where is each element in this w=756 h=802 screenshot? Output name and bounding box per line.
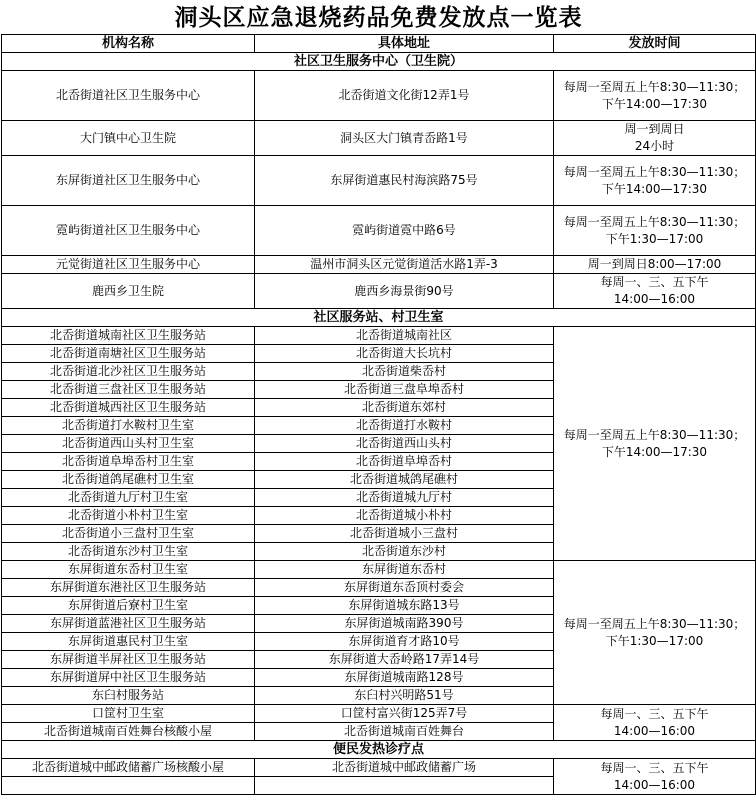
address: 口筐村富兴街125弄7号: [255, 705, 554, 723]
distribution-time-clinic-group: 每周一、三、五下午 14:00—16:00: [554, 759, 756, 795]
address: 北岙街道城小朴村: [255, 507, 554, 525]
institution-name: 东屏街道社区卫生服务中心: [2, 156, 255, 206]
institution-name: [2, 777, 255, 795]
institution-name: 北岙街道三盘社区卫生服务站: [2, 381, 255, 399]
address: 北岙街道城中邮政储蓄广场: [255, 759, 554, 777]
section-header-village-clinics: 社区服务站、村卫生室: [2, 309, 756, 327]
address: 北岙街道东郊村: [255, 399, 554, 417]
table-row: [2, 121, 756, 156]
address: 北岙街道城南百姓舞台: [255, 723, 554, 741]
institution-name: 东屏街道惠民村卫生室: [2, 633, 255, 651]
institution-name: 北岙街道小朴村卫生室: [2, 507, 255, 525]
institution-name: 元觉街道社区卫生服务中心: [2, 256, 255, 274]
header-address: 具体地址: [255, 35, 554, 53]
institution-name: 东屏街道东岙村卫生室: [2, 561, 255, 579]
institution-name: 北岙街道小三盘村卫生室: [2, 525, 255, 543]
address: 东屏街道城东路13号: [255, 597, 554, 615]
table-title: 洞头区应急退烧药品免费发放点一览表: [174, 3, 583, 31]
institution-name: 北岙街道鸽尾礁村卫生室: [2, 471, 255, 489]
address: 北岙街道文化街12弄1号: [255, 71, 554, 121]
table-row: [2, 256, 756, 274]
institution-name: 东屏街道屏中社区卫生服务站: [2, 669, 255, 687]
address: 东屏街道育才路10号: [255, 633, 554, 651]
institution-name: 北岙街道城中邮政储蓄广场核酸小屋: [2, 759, 255, 777]
table-row: [2, 206, 756, 256]
header-time: 发放时间: [554, 35, 756, 53]
address: 洞头区大门镇青岙路1号: [255, 121, 554, 156]
address: 温州市洞头区元觉街道活水路1弄-3: [255, 256, 554, 274]
address: 东屏街道城南路390号: [255, 615, 554, 633]
table-row: [2, 705, 756, 723]
institution-name: 东屏街道半屏社区卫生服务站: [2, 651, 255, 669]
institution-name: 东屏街道蓝港社区卫生服务站: [2, 615, 255, 633]
address: 鹿西乡海景街90号: [255, 274, 554, 309]
distribution-time: 每周一至周五上午8:30—11:30； 下午14:00—17:30: [554, 71, 756, 121]
address: 北岙街道东沙村: [255, 543, 554, 561]
distribution-time: 周一到周日 24小时: [554, 121, 756, 156]
address: 北岙街道柴岙村: [255, 363, 554, 381]
institution-name: 北岙街道九厅村卫生室: [2, 489, 255, 507]
address: 北岙街道阜埠岙村: [255, 453, 554, 471]
section-header-fever-clinics: 便民发热诊疗点: [2, 741, 756, 759]
address: 北岙街道城九厅村: [255, 489, 554, 507]
address: 北岙街道西山头村: [255, 435, 554, 453]
header-institution: 机构名称: [2, 35, 255, 53]
institution-name: 北岙街道城南百姓舞台核酸小屋: [2, 723, 255, 741]
address: 北岙街道城鸽尾礁村: [255, 471, 554, 489]
address: 北岙街道城小三盘村: [255, 525, 554, 543]
distribution-time: 每周一、三、五下午 14:00—16:00: [554, 274, 756, 309]
address: 霓屿街道霓中路6号: [255, 206, 554, 256]
distribution-time: 周一到周日8:00—17:00: [554, 256, 756, 274]
institution-name: 大门镇中心卫生院: [2, 121, 255, 156]
institution-name: 北岙街道南塘社区卫生服务站: [2, 345, 255, 363]
institution-name: 北岙街道西山头村卫生室: [2, 435, 255, 453]
table-row: [2, 561, 756, 579]
distribution-time-dongping-group: 每周一至周五上午8:30—11:30； 下午1:30—17:00: [554, 561, 756, 705]
institution-name: 鹿西乡卫生院: [2, 274, 255, 309]
distribution-time-beiao-group: 每周一至周五上午8:30—11:30； 下午14:00—17:30: [554, 327, 756, 561]
table-row: [2, 759, 756, 777]
institution-name: 口筐村卫生室: [2, 705, 255, 723]
address: [255, 777, 554, 795]
institution-name: 霓屿街道社区卫生服务中心: [2, 206, 255, 256]
address: 东臼村兴明路51号: [255, 687, 554, 705]
address: 东屏街道东岙顶村委会: [255, 579, 554, 597]
address: 北岙街道城南社区: [255, 327, 554, 345]
distribution-table: [1, 0, 756, 795]
institution-name: 东屏街道东港社区卫生服务站: [2, 579, 255, 597]
institution-name: 东屏街道后寮村卫生室: [2, 597, 255, 615]
institution-name: 北岙街道北沙社区卫生服务站: [2, 363, 255, 381]
table-row: [2, 156, 756, 206]
address: 东屏街道城南路128号: [255, 669, 554, 687]
institution-name: 东臼村服务站: [2, 687, 255, 705]
address: 北岙街道大长坑村: [255, 345, 554, 363]
institution-name: 北岙街道东沙村卫生室: [2, 543, 255, 561]
table-row: [2, 71, 756, 121]
distribution-time-island-group: 每周一、三、五下午 14:00—16:00: [554, 705, 756, 741]
distribution-time: 每周一至周五上午8:30—11:30； 下午1:30—17:00: [554, 206, 756, 256]
table-row: [2, 327, 756, 345]
institution-name: 北岙街道城南社区卫生服务站: [2, 327, 255, 345]
institution-name: 北岙街道社区卫生服务中心: [2, 71, 255, 121]
distribution-time: 每周一至周五上午8:30—11:30； 下午14:00—17:30: [554, 156, 756, 206]
institution-name: 北岙街道阜埠岙村卫生室: [2, 453, 255, 471]
institution-name: 北岙街道打水鞍村卫生室: [2, 417, 255, 435]
institution-name: 北岙街道城西社区卫生服务站: [2, 399, 255, 417]
section-header-health-centers: 社区卫生服务中心（卫生院）: [2, 53, 756, 71]
address: 东屏街道东岙村: [255, 561, 554, 579]
address: 北岙街道打水鞍村: [255, 417, 554, 435]
table-row: [2, 274, 756, 309]
address: 北岙街道三盘阜埠岙村: [255, 381, 554, 399]
address: 东屏街道大岙岭路17弄14号: [255, 651, 554, 669]
address: 东屏街道惠民村海滨路75号: [255, 156, 554, 206]
